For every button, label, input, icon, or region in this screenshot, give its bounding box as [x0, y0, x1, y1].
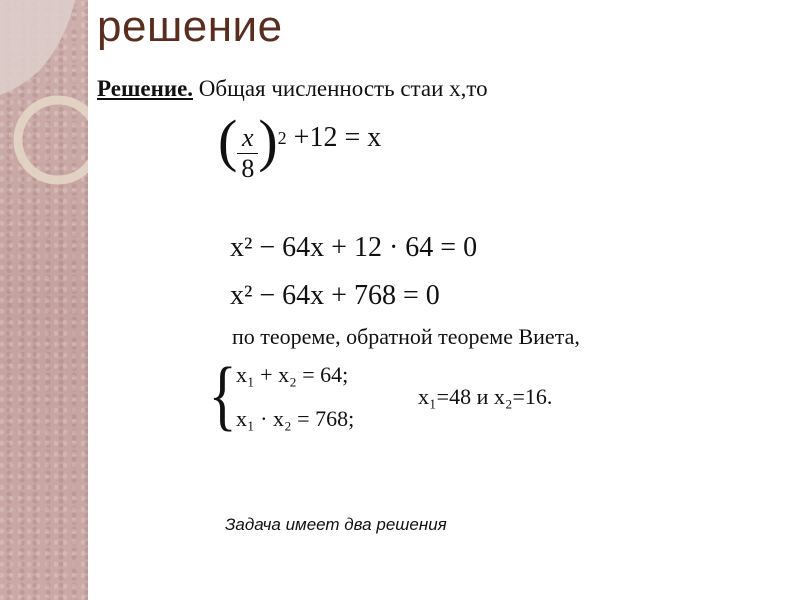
roots-text: х₁=48 и х₂=16.	[418, 384, 553, 409]
slide-title: решение	[97, 2, 283, 51]
theorem-text: по теореме, обратной теореме Виета,	[232, 324, 580, 349]
equation-1-rest: +12 = x	[293, 122, 382, 153]
fraction-denominator: 8	[241, 154, 255, 184]
equation-2: x² − 64x + 12 · 64 = 0	[230, 232, 478, 263]
decorative-circles	[0, 0, 100, 200]
system-line-2: x₁ · x₂ = 768;	[236, 406, 355, 431]
solution-intro-text: Общая численность стаи х,то	[193, 76, 488, 101]
fraction-numerator: x	[237, 123, 258, 154]
solution-intro	[97, 76, 488, 102]
system-brace: {	[208, 351, 237, 438]
conclusion-text: Задача имеет два решения	[225, 515, 447, 534]
system-line-1: x₁ + x₂ = 64;	[236, 362, 349, 387]
power: 2	[277, 128, 287, 148]
solution-label: Решение.	[97, 76, 194, 101]
equation-3: x² − 64x + 768 = 0	[230, 280, 440, 311]
equation-1: ( $\frac{x}{8}$ )$^2$ +12 = x	[218, 108, 382, 184]
